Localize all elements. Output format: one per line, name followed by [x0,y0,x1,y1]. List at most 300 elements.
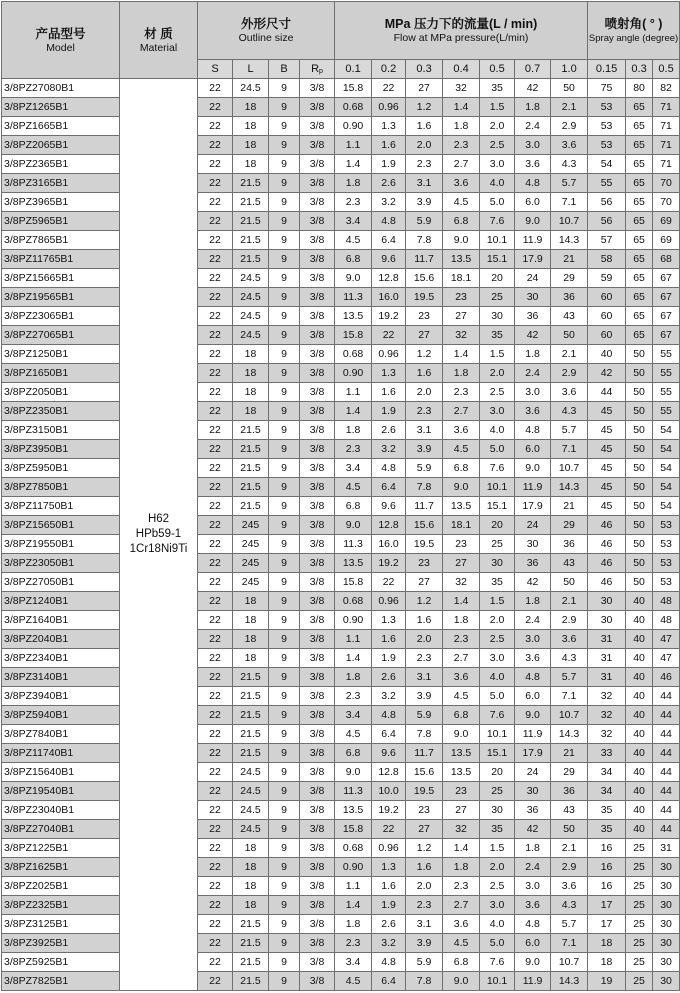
table-row [2,801,680,820]
value-cell: 30 [480,554,515,573]
value-cell: 22 [198,459,233,478]
value-cell: 9.0 [515,953,551,972]
value-cell: 15.8 [335,820,372,839]
value-cell: 30 [653,972,680,991]
value-cell: 3/8 [300,269,335,288]
value-cell: 35 [480,573,515,592]
value-cell: 50 [626,573,653,592]
value-cell: 19.2 [372,307,406,326]
value-cell: 13.5 [443,497,480,516]
model-cell: 3/8PZ11740B1 [2,744,120,763]
value-cell: 48 [653,611,680,630]
value-cell: 21.5 [233,250,269,269]
value-cell: 30 [653,953,680,972]
table-row [2,269,680,288]
value-cell: 1.9 [372,896,406,915]
value-cell: 50 [626,516,653,535]
value-cell: 9.0 [515,459,551,478]
value-cell: 15.6 [406,763,443,782]
value-cell: 2.4 [515,611,551,630]
value-cell: 23 [406,307,443,326]
value-cell: 54 [653,440,680,459]
header-spray-cn: 喷射角( ° ) [604,17,663,31]
value-cell: 9 [269,231,300,250]
value-cell: 23 [406,801,443,820]
value-cell: 2.6 [372,668,406,687]
value-cell: 2.5 [480,877,515,896]
value-cell: 65 [626,117,653,136]
header-outline-size [198,2,335,60]
nozzle-spec-table [1,1,680,991]
value-cell: 3.0 [515,383,551,402]
header-flow [335,2,588,60]
value-cell: 11.7 [406,250,443,269]
model-cell: 3/8PZ3150B1 [2,421,120,440]
model-cell: 3/8PZ2050B1 [2,383,120,402]
value-cell: 1.4 [443,839,480,858]
value-cell: 50 [626,535,653,554]
value-cell: 67 [653,326,680,345]
value-cell: 1.6 [372,630,406,649]
value-cell: 3.6 [443,668,480,687]
value-cell: 46 [588,573,626,592]
value-cell: 36 [515,554,551,573]
value-cell: 0.68 [335,98,372,117]
value-cell: 21.5 [233,915,269,934]
value-cell: 9 [269,269,300,288]
value-cell: 24.5 [233,326,269,345]
table-row [2,288,680,307]
model-cell: 3/8PZ5940B1 [2,706,120,725]
value-cell: 2.3 [335,440,372,459]
value-cell: 2.0 [480,611,515,630]
model-cell: 3/8PZ11750B1 [2,497,120,516]
table-row [2,858,680,877]
value-cell: 3.1 [406,421,443,440]
model-cell: 3/8PZ2025B1 [2,877,120,896]
value-cell: 3.6 [551,630,588,649]
value-cell: 4.8 [515,668,551,687]
table-row [2,440,680,459]
value-cell: 25 [626,972,653,991]
value-cell: 82 [653,79,680,98]
value-cell: 71 [653,117,680,136]
value-cell: 16.0 [372,288,406,307]
value-cell: 27 [443,801,480,820]
model-cell: 3/8PZ27065B1 [2,326,120,345]
value-cell: 9 [269,896,300,915]
model-cell: 3/8PZ19550B1 [2,535,120,554]
value-cell: 22 [198,440,233,459]
value-cell: 18 [233,630,269,649]
value-cell: 40 [626,706,653,725]
value-cell: 24.5 [233,763,269,782]
table-row [2,79,680,98]
value-cell: 1.8 [335,668,372,687]
value-cell: 23 [443,535,480,554]
value-cell: 5.9 [406,706,443,725]
value-cell: 13.5 [335,307,372,326]
value-cell: 24.5 [233,269,269,288]
value-cell: 6.8 [335,497,372,516]
value-cell: 9 [269,383,300,402]
value-cell: 4.8 [372,459,406,478]
value-cell: 3.4 [335,706,372,725]
table-row [2,554,680,573]
model-cell: 3/8PZ2365B1 [2,155,120,174]
value-cell: 24 [515,269,551,288]
value-cell: 9.0 [443,478,480,497]
value-cell: 0.96 [372,592,406,611]
value-cell: 2.0 [406,383,443,402]
value-cell: 10.7 [551,706,588,725]
value-cell: 19.2 [372,801,406,820]
value-cell: 6.4 [372,972,406,991]
table-row [2,345,680,364]
value-cell: 36 [551,288,588,307]
value-cell: 30 [653,934,680,953]
model-cell: 3/8PZ27050B1 [2,573,120,592]
value-cell: 1.6 [372,877,406,896]
value-cell: 3.1 [406,668,443,687]
value-cell: 60 [588,326,626,345]
value-cell: 53 [588,98,626,117]
value-cell: 22 [198,193,233,212]
table-row [2,193,680,212]
value-cell: 2.0 [406,630,443,649]
value-cell: 22 [198,554,233,573]
value-cell: 3/8 [300,972,335,991]
value-cell: 1.1 [335,136,372,155]
value-cell: 9 [269,345,300,364]
value-cell: 21.5 [233,212,269,231]
value-cell: 53 [653,573,680,592]
value-cell: 71 [653,98,680,117]
spec-table-container [1,1,680,991]
value-cell: 22 [198,98,233,117]
value-cell: 65 [626,98,653,117]
value-cell: 3.9 [406,934,443,953]
model-cell: 3/8PZ3940B1 [2,687,120,706]
value-cell: 19.2 [372,554,406,573]
value-cell: 14.3 [551,231,588,250]
value-cell: 22 [198,516,233,535]
table-row [2,136,680,155]
value-cell: 3/8 [300,288,335,307]
value-cell: 4.5 [335,231,372,250]
value-cell: 25 [626,953,653,972]
value-cell: 2.5 [480,136,515,155]
value-cell: 46 [588,516,626,535]
value-cell: 3/8 [300,516,335,535]
value-cell: 70 [653,193,680,212]
value-cell: 7.1 [551,440,588,459]
table-row [2,98,680,117]
value-cell: 2.3 [443,383,480,402]
value-cell: 22 [198,250,233,269]
value-cell: 3/8 [300,839,335,858]
value-cell: 2.9 [551,364,588,383]
table-row [2,535,680,554]
value-cell: 2.3 [406,402,443,421]
value-cell: 22 [198,877,233,896]
table-row [2,839,680,858]
value-cell: 23 [443,288,480,307]
subheader-rp [300,60,335,79]
value-cell: 1.8 [335,421,372,440]
value-cell: 0.68 [335,592,372,611]
value-cell: 1.2 [406,345,443,364]
value-cell: 18 [233,117,269,136]
value-cell: 11.7 [406,744,443,763]
value-cell: 3/8 [300,573,335,592]
subheader-pressure: 0.5 [480,60,515,79]
value-cell: 46 [653,668,680,687]
value-cell: 67 [653,269,680,288]
value-cell: 1.4 [443,345,480,364]
value-cell: 7.8 [406,478,443,497]
value-cell: 9 [269,915,300,934]
value-cell: 40 [626,668,653,687]
value-cell: 1.4 [335,155,372,174]
value-cell: 3/8 [300,763,335,782]
value-cell: 9 [269,592,300,611]
model-cell: 3/8PZ3925B1 [2,934,120,953]
value-cell: 21.5 [233,953,269,972]
subheader-pressure: 1.0 [551,60,588,79]
value-cell: 1.9 [372,649,406,668]
value-cell: 9 [269,402,300,421]
header-material-cn: 材 质 [144,26,173,41]
table-row [2,307,680,326]
model-cell: 3/8PZ27040B1 [2,820,120,839]
value-cell: 3.2 [372,440,406,459]
value-cell: 6.4 [372,231,406,250]
value-cell: 21.5 [233,459,269,478]
value-cell: 3.2 [372,193,406,212]
value-cell: 70 [653,174,680,193]
subheader-pressure: 0.3 [406,60,443,79]
value-cell: 22 [198,174,233,193]
value-cell: 3.0 [480,155,515,174]
value-cell: 9 [269,744,300,763]
value-cell: 10.1 [480,725,515,744]
value-cell: 40 [626,687,653,706]
value-cell: 2.6 [372,174,406,193]
value-cell: 3.6 [443,421,480,440]
model-cell: 3/8PZ3950B1 [2,440,120,459]
value-cell: 40 [626,763,653,782]
model-cell: 3/8PZ27080B1 [2,79,120,98]
table-row [2,915,680,934]
value-cell: 22 [198,307,233,326]
value-cell: 6.8 [443,953,480,972]
value-cell: 3.0 [480,402,515,421]
value-cell: 30 [653,877,680,896]
table-row [2,782,680,801]
value-cell: 245 [233,516,269,535]
value-cell: 2.3 [406,155,443,174]
value-cell: 3.6 [515,402,551,421]
value-cell: 245 [233,554,269,573]
value-cell: 9 [269,440,300,459]
value-cell: 5.7 [551,915,588,934]
value-cell: 18 [233,402,269,421]
value-cell: 13.5 [443,250,480,269]
value-cell: 9 [269,421,300,440]
value-cell: 1.8 [515,345,551,364]
value-cell: 7.1 [551,193,588,212]
value-cell: 40 [626,630,653,649]
value-cell: 21.5 [233,193,269,212]
value-cell: 50 [626,459,653,478]
table-row [2,516,680,535]
value-cell: 19 [588,972,626,991]
value-cell: 18 [233,877,269,896]
value-cell: 22 [198,535,233,554]
header-spray-angle [588,2,680,60]
value-cell: 6.0 [515,193,551,212]
value-cell: 43 [551,801,588,820]
value-cell: 56 [588,212,626,231]
model-cell: 3/8PZ2065B1 [2,136,120,155]
value-cell: 18 [233,155,269,174]
table-row [2,421,680,440]
value-cell: 22 [198,478,233,497]
value-cell: 10.1 [480,478,515,497]
value-cell: 2.3 [406,896,443,915]
value-cell: 16 [588,858,626,877]
value-cell: 1.9 [372,155,406,174]
value-cell: 42 [588,364,626,383]
value-cell: 22 [198,725,233,744]
value-cell: 5.0 [480,440,515,459]
value-cell: 5.9 [406,212,443,231]
value-cell: 55 [653,383,680,402]
value-cell: 3/8 [300,364,335,383]
value-cell: 30 [653,858,680,877]
value-cell: 9 [269,649,300,668]
value-cell: 11.9 [515,231,551,250]
value-cell: 10.0 [372,782,406,801]
value-cell: 46 [588,535,626,554]
value-cell: 35 [480,820,515,839]
value-cell: 50 [626,421,653,440]
model-cell: 3/8PZ7825B1 [2,972,120,991]
value-cell: 20 [480,763,515,782]
value-cell: 1.6 [406,611,443,630]
value-cell: 5.7 [551,668,588,687]
value-cell: 3.6 [515,649,551,668]
table-row [2,972,680,991]
value-cell: 15.1 [480,497,515,516]
value-cell: 7.8 [406,725,443,744]
value-cell: 9 [269,516,300,535]
value-cell: 2.6 [372,421,406,440]
value-cell: 2.3 [406,649,443,668]
value-cell: 22 [198,421,233,440]
value-cell: 3/8 [300,193,335,212]
value-cell: 22 [372,326,406,345]
value-cell: 245 [233,535,269,554]
value-cell: 40 [626,801,653,820]
table-row [2,592,680,611]
value-cell: 9 [269,79,300,98]
value-cell: 22 [198,668,233,687]
value-cell: 54 [588,155,626,174]
value-cell: 1.4 [443,98,480,117]
table-row [2,687,680,706]
value-cell: 2.1 [551,345,588,364]
value-cell: 65 [626,307,653,326]
value-cell: 31 [588,649,626,668]
value-cell: 22 [198,573,233,592]
value-cell: 2.3 [443,877,480,896]
value-cell: 10.1 [480,231,515,250]
value-cell: 25 [626,839,653,858]
table-row [2,155,680,174]
value-cell: 1.2 [406,98,443,117]
value-cell: 7.8 [406,972,443,991]
value-cell: 0.96 [372,839,406,858]
value-cell: 4.5 [335,478,372,497]
model-cell: 3/8PZ1250B1 [2,345,120,364]
value-cell: 24.5 [233,782,269,801]
value-cell: 69 [653,212,680,231]
value-cell: 46 [588,554,626,573]
value-cell: 1.3 [372,364,406,383]
value-cell: 9 [269,611,300,630]
value-cell: 6.4 [372,478,406,497]
value-cell: 6.0 [515,440,551,459]
value-cell: 2.0 [406,136,443,155]
value-cell: 7.1 [551,934,588,953]
value-cell: 18 [233,896,269,915]
value-cell: 55 [653,402,680,421]
value-cell: 22 [372,820,406,839]
value-cell: 9 [269,212,300,231]
value-cell: 3/8 [300,915,335,934]
value-cell: 53 [653,516,680,535]
value-cell: 36 [515,801,551,820]
value-cell: 42 [515,79,551,98]
value-cell: 45 [588,421,626,440]
value-cell: 22 [372,573,406,592]
value-cell: 21.5 [233,478,269,497]
value-cell: 20 [480,269,515,288]
value-cell: 3/8 [300,744,335,763]
value-cell: 32 [443,573,480,592]
value-cell: 29 [551,269,588,288]
value-cell: 30 [515,288,551,307]
header-outline-cn: 外形尺寸 [241,17,292,31]
table-row [2,820,680,839]
value-cell: 9 [269,763,300,782]
value-cell: 32 [588,725,626,744]
value-cell: 0.90 [335,364,372,383]
value-cell: 18 [233,611,269,630]
value-cell: 1.3 [372,611,406,630]
value-cell: 9 [269,573,300,592]
value-cell: 2.9 [551,117,588,136]
table-row [2,744,680,763]
value-cell: 3.9 [406,440,443,459]
value-cell: 2.3 [335,193,372,212]
value-cell: 3/8 [300,402,335,421]
value-cell: 4.5 [335,972,372,991]
value-cell: 24.5 [233,288,269,307]
header-material-en: Material [139,41,178,54]
